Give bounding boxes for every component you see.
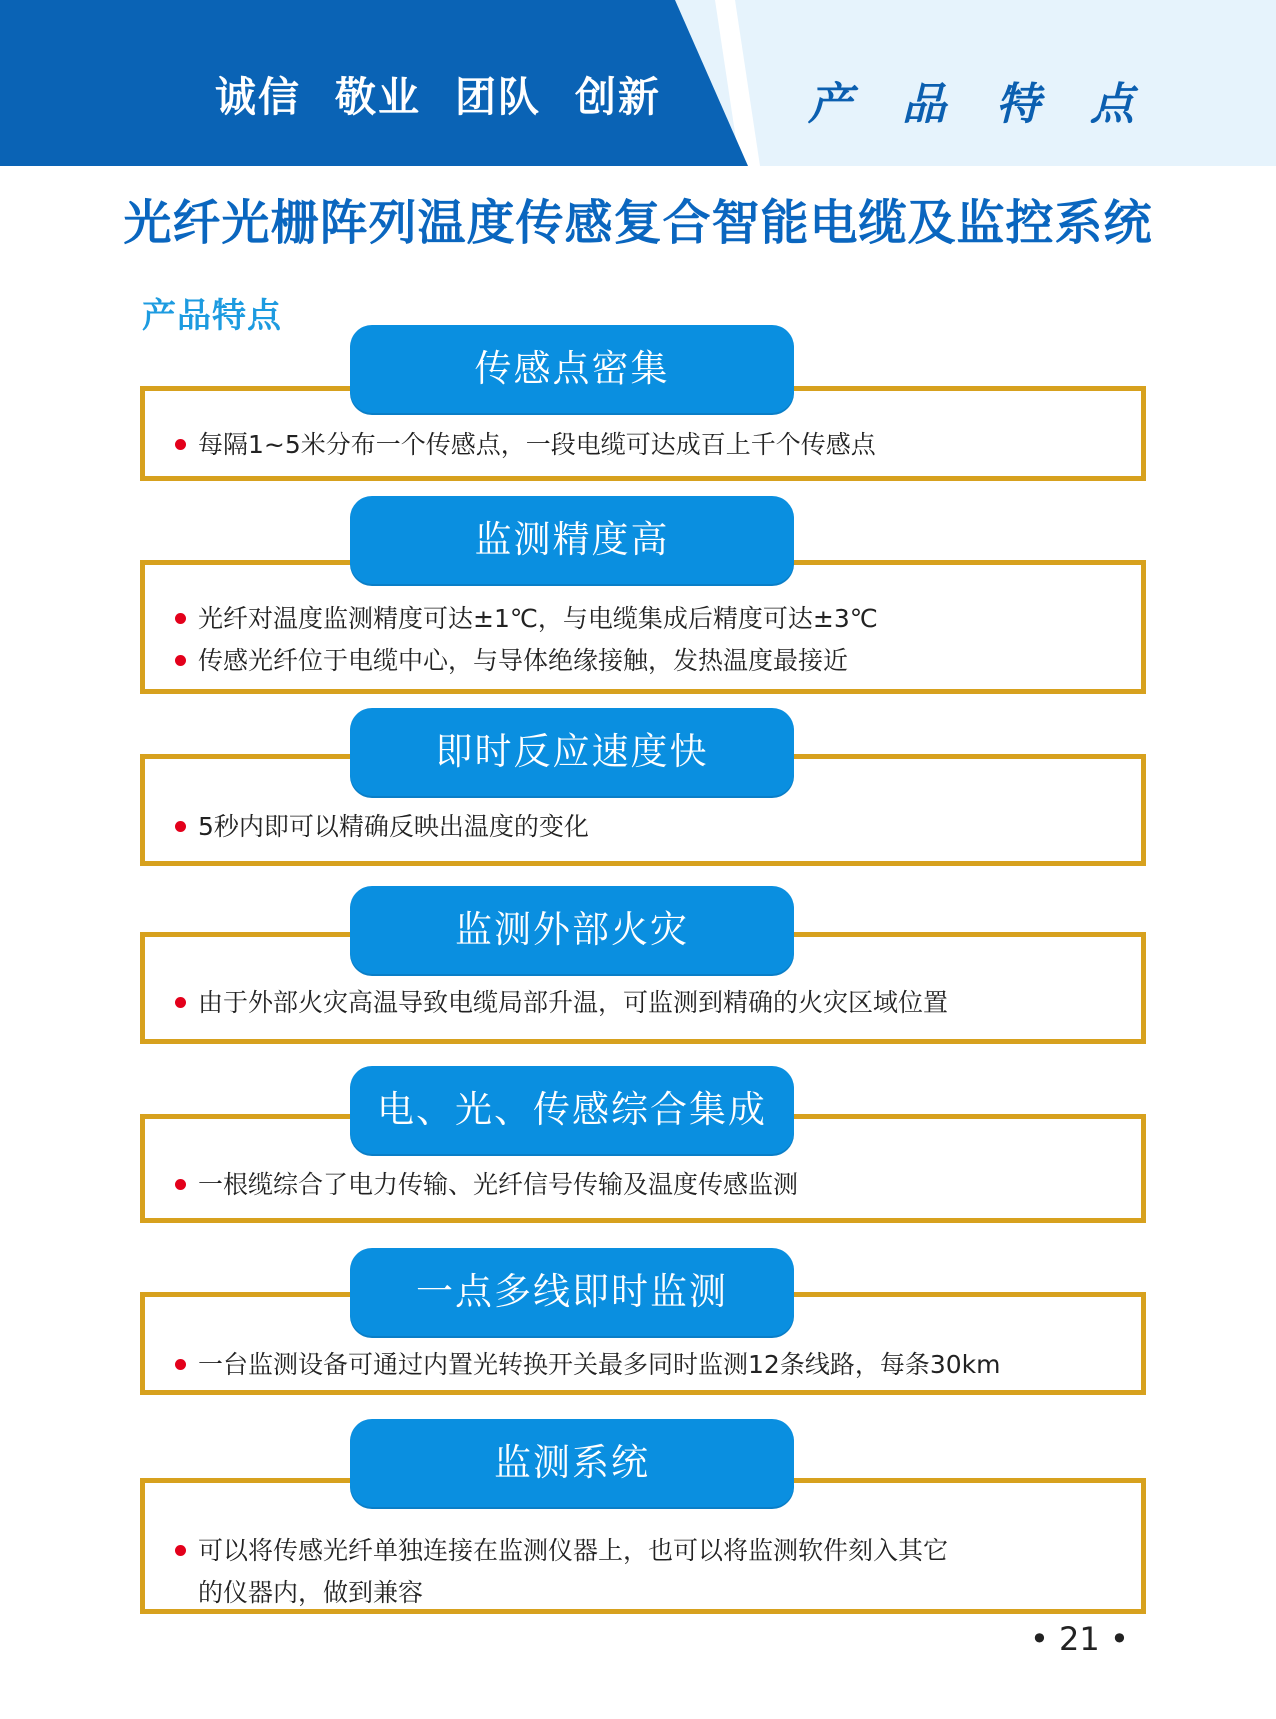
bullet-dot-icon [175, 655, 186, 666]
page-number: • 21 • [1030, 1620, 1129, 1658]
feature-2-line-2 [175, 645, 848, 677]
feature-3-title: 即时反应速度快 [350, 708, 794, 796]
feature-7-title: 监测系统 [350, 1419, 794, 1507]
feature-2-line-1 [175, 603, 878, 635]
feature-7-text-1: 可以将传感光纤单独连接在监测仪器上，也可以将监测软件刻入其它 [198, 1536, 949, 1565]
feature-1-title: 传感点密集 [350, 325, 794, 413]
feature-2-title: 监测精度高 [350, 496, 794, 584]
feature-1-text-1: 每隔1~5米分布一个传感点，一段电缆可达成百上千个传感点 [198, 430, 876, 459]
bullet-dot-icon [175, 821, 186, 832]
feature-2-text-1: 光纤对温度监测精度可达±1℃，与电缆集成后精度可达±3℃ [198, 604, 878, 633]
section-heading: 产品特点 [142, 296, 282, 336]
motto-word-1: 诚信 [215, 73, 301, 121]
bullet-dot-icon [175, 1179, 186, 1190]
feature-4-title: 监测外部火灾 [350, 886, 794, 974]
feature-1-line-1 [175, 429, 876, 461]
feature-7-line-2: 的仪器内，做到兼容 [198, 1578, 424, 1607]
motto-word-3: 团队 [455, 73, 541, 121]
feature-6-line-1 [175, 1349, 1000, 1381]
section-tag: 产品特点 [808, 79, 1184, 130]
motto-word-2: 敬业 [335, 73, 421, 121]
page-title: 光纤光栅阵列温度传感复合智能电缆及监控系统 [123, 195, 1153, 251]
bullet-dot-icon [175, 1359, 186, 1370]
feature-3-line-1 [175, 811, 589, 843]
feature-3-text-1: 5秒内即可以精确反映出温度的变化 [198, 812, 589, 841]
company-motto [215, 64, 695, 123]
feature-4-text-1: 由于外部火灾高温导致电缆局部升温，可监测到精确的火灾区域位置 [198, 988, 949, 1017]
header-banner [0, 0, 1276, 166]
bullet-dot-icon [175, 439, 186, 450]
motto-word-4: 创新 [575, 73, 661, 121]
feature-2-text-2: 传感光纤位于电缆中心，与导体绝缘接触，发热温度最接近 [198, 646, 849, 675]
feature-7-line-1 [175, 1535, 948, 1567]
feature-5-text-1: 一根缆综合了电力传输、光纤信号传输及温度传感监测 [198, 1170, 799, 1199]
feature-5-line-1 [175, 1169, 798, 1201]
feature-5-title: 电、光、传感综合集成 [350, 1066, 794, 1154]
feature-4-line-1 [175, 987, 948, 1019]
bullet-dot-icon [175, 1545, 186, 1556]
bullet-dot-icon [175, 997, 186, 1008]
feature-6-title: 一点多线即时监测 [350, 1248, 794, 1336]
bullet-dot-icon [175, 613, 186, 624]
feature-6-text-1: 一台监测设备可通过内置光转换开关最多同时监测12条线路，每条30km [198, 1350, 1001, 1379]
